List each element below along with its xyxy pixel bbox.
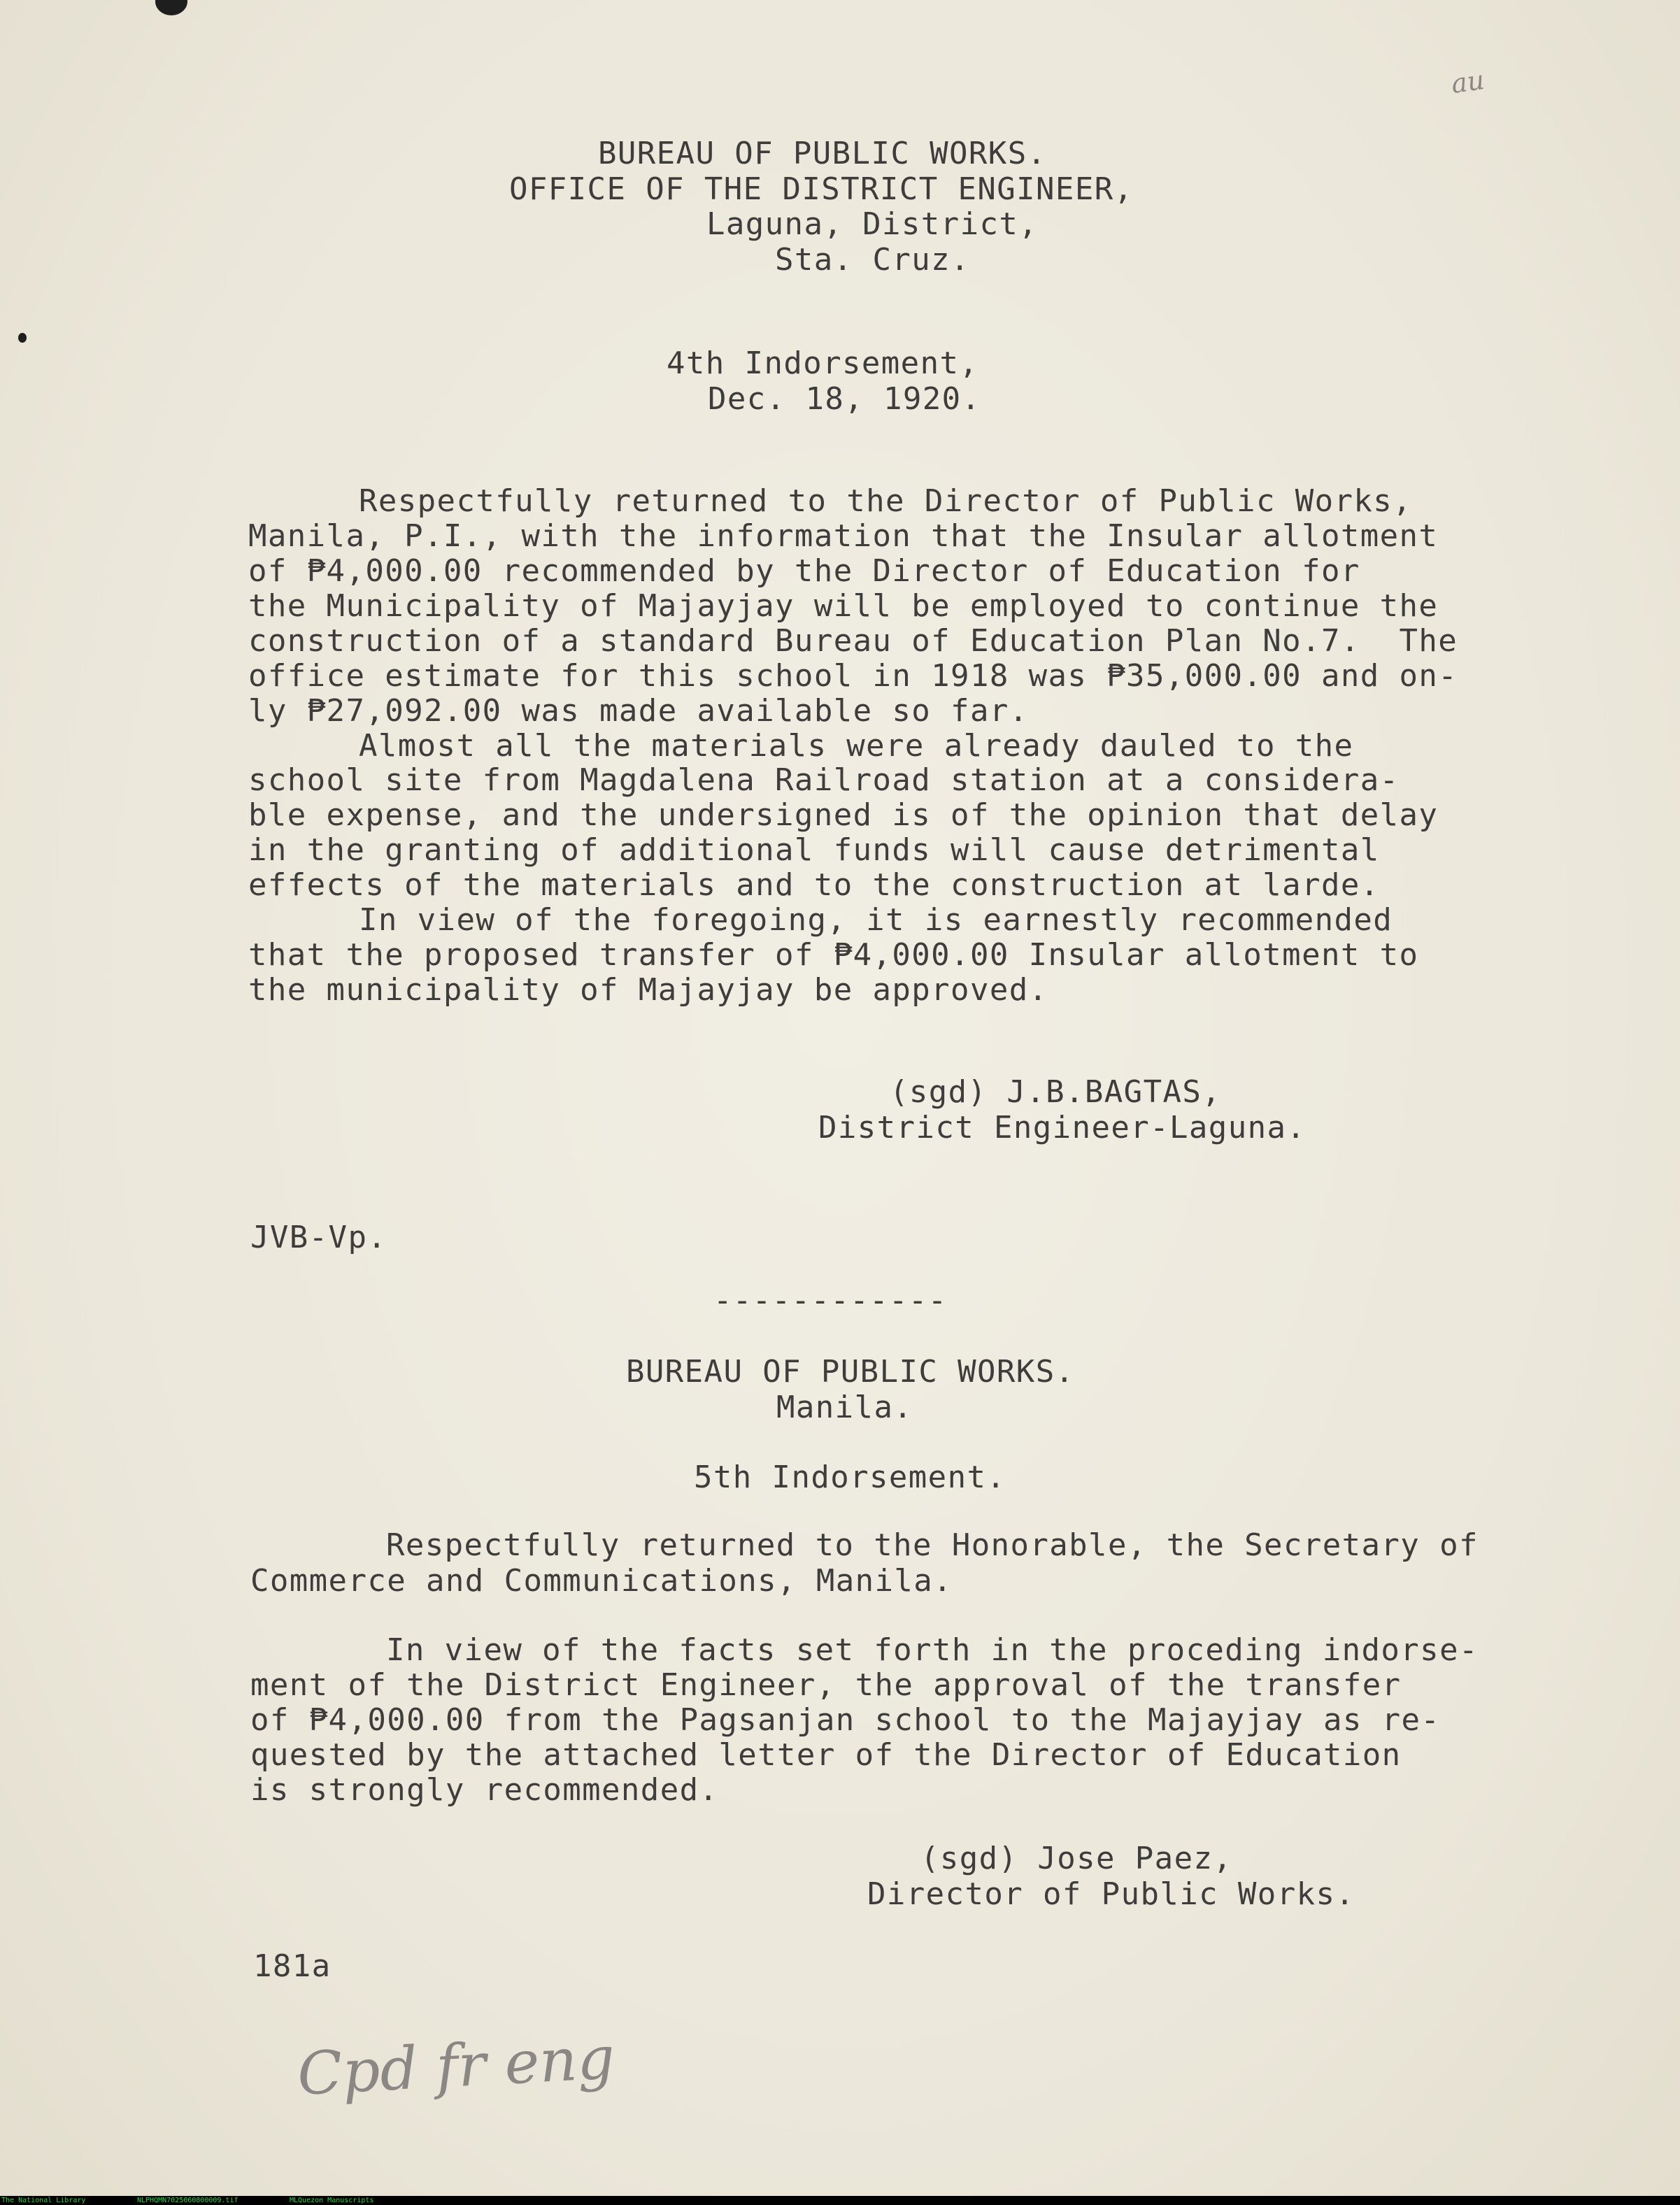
indorsement4-signature: (sgd) J.B.BAGTAS, [890,1074,1222,1110]
indorsement4-body-line-7: ly ₱27,092.00 was made available so far. [248,693,1029,729]
indorsement4-body-line-15: the municipality of Majayjay be approved. [248,972,1048,1008]
indorsement5-body-line-2: Commerce and Communications, Manila. [250,1563,953,1599]
indorsement5-body-line-4: ment of the District Engineer, the approval of the transfer [250,1667,1402,1703]
header1-line-3: Laguna, District, [706,206,1039,242]
indorsement4-body-line-10: ble expense, and the undersigned is of the opinion that delay [248,797,1439,833]
footer-library: The National Library [1,2197,86,2204]
ink-speck [18,333,27,343]
indorsement4-body-line-11: in the granting of additional funds will cause detrimental [248,832,1380,868]
indorsement5-body-line-7: is strongly recommended. [250,1772,719,1808]
indorsement5-signature: (sgd) Jose Paez, [920,1841,1233,1876]
indorsement5-body-line-5: of ₱4,000.00 from the Pagsanjan school to the Majayjay as re- [250,1702,1441,1738]
indorsement5-body-line-6: quested by the attached letter of the Director of Education [250,1737,1402,1773]
archive-footer [0,2196,1680,2205]
indorsement4-body-line-4: the Municipality of Majayjay will be employed to continue the [248,588,1439,624]
corner-handwriting: au [1449,64,1486,100]
header1-line-4: Sta. Cruz. [775,242,970,278]
indorsement4-body-line-12: effects of the materials and to the construction at larde. [248,867,1380,903]
indorsement4-body-line-5: construction of a standard Bureau of Education Plan No.7. The [248,623,1458,659]
indorsement5-body-line-1: Respectfully returned to the Honorable, the Secretary of [386,1527,1479,1563]
indorsement5-title: 5th Indorsement. [694,1460,1006,1495]
section-separator: ------------ [713,1283,948,1318]
indorsement4-body-line-13: In view of the foregoing, it is earnestly recommended [359,902,1393,938]
indorsement4-signature-title: District Engineer-Laguna. [818,1110,1307,1146]
indorsement4-body-line-8: Almost all the materials were already dauled to the [359,728,1354,764]
indorsement5-signature-title: Director of Public Works. [867,1876,1355,1912]
indorsement4-body-line-6: office estimate for this school in 1918 was ₱35,000.00 and on- [248,658,1458,694]
indorsement4-body-line-3: of ₱4,000.00 recommended by the Director of Education for [248,553,1360,589]
indorsement4-body-line-1: Respectfully returned to the Director of Public Works, [359,483,1413,519]
header2-line-1: BUREAU OF PUBLIC WORKS. [626,1354,1075,1390]
ink-blot [155,0,187,15]
handwritten-note: Cpd fr eng [295,2023,617,2108]
reference-number: 181a [253,1948,332,1984]
indorsement4-date: Dec. 18, 1920. [708,381,981,417]
footer-collection: MLQuezon Manuscripts [290,2197,374,2204]
header2-line-2: Manila. [776,1390,913,1425]
header1-line-1: BUREAU OF PUBLIC WORKS. [598,136,1047,171]
indorsement4-title: 4th Indorsement, [667,345,979,381]
header1-line-2: OFFICE OF THE DISTRICT ENGINEER, [509,171,1134,207]
indorsement5-body-line-3: In view of the facts set forth in the proceding indorse- [386,1632,1479,1668]
indorsement4-body-line-9: school site from Magdalena Railroad station at a considera- [248,762,1400,798]
footer-filename: NLPHQMN7025060800009.tif [137,2197,239,2204]
indorsement4-body-line-2: Manila, P.I., with the information that the Insular allotment [248,518,1439,554]
indorsement4-body-line-14: that the proposed transfer of ₱4,000.00 Insular allotment to [248,937,1419,973]
typist-initials: JVB-Vp. [250,1220,387,1255]
